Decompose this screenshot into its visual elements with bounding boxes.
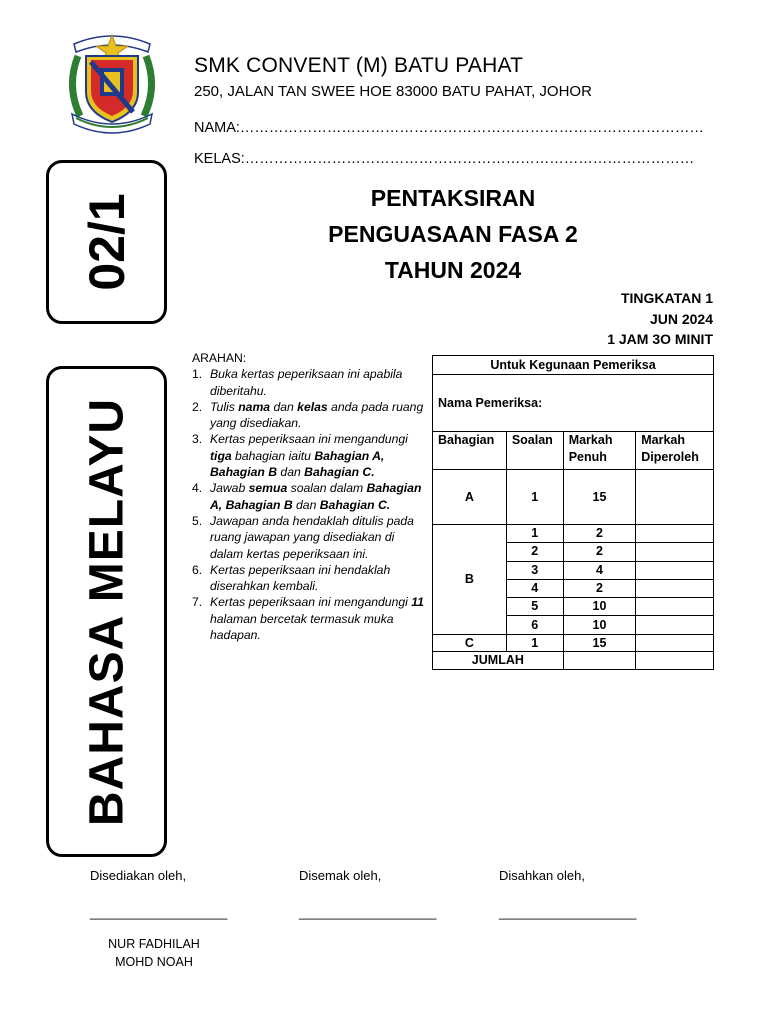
total-label: JUMLAH xyxy=(433,651,564,669)
instruction-text: Kertas peperiksaan ini mengandungi xyxy=(210,595,412,610)
full-marks: 15 xyxy=(563,634,636,651)
question-number: 3 xyxy=(506,561,563,579)
full-marks: 2 xyxy=(563,525,636,543)
header-soalan: Soalan xyxy=(506,432,563,470)
instruction-number: 5. xyxy=(192,513,203,528)
name-field[interactable]: NAMA:…………………………………………………………………………………… xyxy=(194,120,704,136)
prepared-by-label: Disediakan oleh, xyxy=(90,868,187,883)
table-row xyxy=(433,634,714,651)
total-obtained-marks-cell[interactable] xyxy=(636,651,714,669)
obtained-marks-cell[interactable] xyxy=(636,525,714,543)
instruction-number: 6. xyxy=(192,562,203,577)
instruction-item xyxy=(192,594,424,643)
approved-by-label: Disahkan oleh, xyxy=(499,868,585,883)
total-row xyxy=(433,651,714,669)
instruction-item xyxy=(192,366,424,399)
instruction-emphasis: Bahagian A, Bahagian B xyxy=(210,448,385,480)
obtained-marks-cell[interactable] xyxy=(636,634,714,651)
examiner-name-field[interactable]: Nama Pemeriksa: xyxy=(433,375,714,432)
instruction-number: 1. xyxy=(192,367,203,382)
school-address: 250, JALAN TAN SWEE HOE 83000 BATU PAHAT, JOHOR xyxy=(194,83,592,100)
instruction-text: Tulis xyxy=(210,399,239,414)
obtained-marks-cell[interactable] xyxy=(636,470,714,525)
instruction-item xyxy=(192,431,424,480)
class-field[interactable]: KELAS:………………………………………………………………………………… xyxy=(194,151,695,167)
question-number: 4 xyxy=(506,579,563,597)
exam-duration: 1 JAM 3O MINIT xyxy=(607,331,713,347)
school-crest-logo xyxy=(64,26,160,134)
instruction-item xyxy=(192,399,424,432)
instructions-list xyxy=(192,366,424,643)
question-number: 6 xyxy=(506,616,563,634)
paper-code: 02/1 xyxy=(78,193,135,291)
paper-code-box xyxy=(46,160,167,324)
examiner-marks-table xyxy=(432,355,714,670)
question-number: 5 xyxy=(506,598,563,616)
exam-title-line-3: TAHUN 2024 xyxy=(384,257,522,283)
section-label: C xyxy=(433,634,507,651)
instruction-emphasis: kelas xyxy=(297,399,328,414)
question-number: 1 xyxy=(506,525,563,543)
question-number: 2 xyxy=(506,543,563,561)
instruction-emphasis: semua xyxy=(248,481,288,496)
instruction-emphasis: Bahagian A, Bahagian B xyxy=(210,481,422,512)
exam-date: JUN 2024 xyxy=(649,311,713,327)
table-row xyxy=(433,525,714,543)
instruction-text: anda pada ruang yang disediakan. xyxy=(210,399,424,431)
obtained-marks-cell[interactable] xyxy=(636,616,714,634)
prepared-signature-line[interactable]: ___________________ xyxy=(90,905,228,920)
approved-signature-line[interactable]: ___________________ xyxy=(499,905,637,920)
obtained-marks-cell[interactable] xyxy=(636,543,714,561)
instruction-text: dan xyxy=(292,497,320,512)
header-markah-diperoleh: Markah Diperoleh xyxy=(636,432,714,470)
form-level: TINGKATAN 1 xyxy=(620,290,713,306)
question-number: 1 xyxy=(506,470,563,525)
instruction-text: soalan dalam xyxy=(287,481,367,496)
exam-title-line-2: PENGUASAAN FASA 2 xyxy=(328,221,578,247)
header-markah-penuh: Markah Penuh xyxy=(563,432,636,470)
header-bahagian: Bahagian xyxy=(433,432,507,470)
instruction-emphasis: Bahagian C. xyxy=(304,465,375,480)
instruction-text: Jawapan anda hendaklah ditulis pada ruang jawapan yang disediakan di dalam kertas peperiksaan ini. xyxy=(210,513,414,561)
checked-by-label: Disemak oleh, xyxy=(299,868,382,883)
instruction-item xyxy=(192,562,424,595)
subject-box xyxy=(46,366,167,857)
instruction-number: 2. xyxy=(192,399,203,414)
instruction-text: Buka kertas peperiksaan ini apabila diberitahu. xyxy=(210,367,403,398)
instruction-number: 7. xyxy=(192,595,203,610)
instruction-number: 3. xyxy=(192,432,203,447)
total-full-marks-cell xyxy=(563,651,636,669)
instruction-item xyxy=(192,480,424,513)
preparer-name: NUR FADHILAH MOHD NOAH xyxy=(108,937,200,969)
table-caption: Untuk Kegunaan Pemeriksa xyxy=(433,356,714,375)
instructions-heading: ARAHAN: xyxy=(192,351,247,365)
instruction-emphasis: nama xyxy=(238,399,271,414)
full-marks: 2 xyxy=(563,579,636,597)
instructions xyxy=(192,350,424,643)
instruction-text: dan xyxy=(270,399,298,414)
instruction-emphasis: tiga xyxy=(210,448,232,463)
obtained-marks-cell[interactable] xyxy=(636,579,714,597)
question-number: 1 xyxy=(506,634,563,651)
full-marks: 10 xyxy=(563,616,636,634)
full-marks: 2 xyxy=(563,543,636,561)
instruction-text: bahagian iaitu xyxy=(231,448,315,463)
instruction-text: dan xyxy=(277,465,305,480)
instruction-emphasis: Bahagian C. xyxy=(319,497,391,512)
subject-name: BAHASA MELAYU xyxy=(80,397,133,826)
instruction-number: 4. xyxy=(192,481,203,496)
section-label: A xyxy=(433,470,507,525)
exam-title-line-1: PENTAKSIRAN xyxy=(370,185,536,211)
instruction-text: Kertas peperiksaan ini hendaklah diserahkan kembali. xyxy=(210,562,391,594)
instruction-text: Kertas peperiksaan ini mengandungi xyxy=(210,432,408,447)
instruction-text: Jawab xyxy=(210,481,249,496)
full-marks: 4 xyxy=(563,561,636,579)
instruction-item xyxy=(192,513,424,562)
checked-signature-line[interactable]: ___________________ xyxy=(299,905,437,920)
obtained-marks-cell[interactable] xyxy=(636,561,714,579)
obtained-marks-cell[interactable] xyxy=(636,598,714,616)
full-marks: 10 xyxy=(563,598,636,616)
full-marks: 15 xyxy=(563,470,636,525)
school-name: SMK CONVENT (M) BATU PAHAT xyxy=(194,54,524,77)
instruction-emphasis: 11 xyxy=(411,595,424,610)
section-label: B xyxy=(433,525,507,635)
table-row xyxy=(433,470,714,525)
instruction-text: halaman bercetak termasuk muka hadapan. xyxy=(210,611,394,643)
